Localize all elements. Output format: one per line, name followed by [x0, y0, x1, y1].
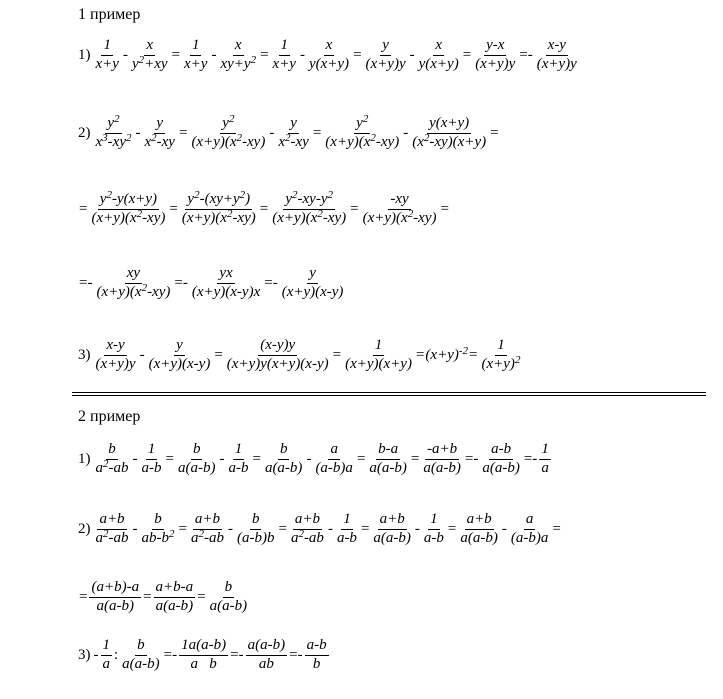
section-divider — [72, 395, 706, 396]
power: $(x+y)^{-2}$ — [425, 344, 469, 363]
fraction: $\frac{1}{x+y}$ — [95, 37, 119, 72]
fraction: $\frac{1}{(x+y)^2}$ — [481, 337, 521, 372]
fraction: $\frac{a+b-a}{a(a-b)}$ — [155, 579, 194, 614]
fraction: $\frac{a+b}{a^2-ab}$ — [290, 511, 324, 546]
fraction: $\frac{y^2-y(x+y)}{(x+y)(x^2-xy)}$ — [91, 189, 166, 226]
fraction: $\frac{x}{y^2+xy}$ — [131, 37, 168, 72]
fraction: $\frac{y}{(x+y)y}$ — [365, 37, 406, 72]
fraction: $\frac{yx}{(x+y)(x-y)x}$ — [191, 265, 261, 300]
equation-number: 2) — [78, 124, 91, 141]
equation-number: 3) — [78, 346, 91, 363]
fraction: $\frac{y^2-xy-y^2}{(x+y)(x^2-xy)}$ — [272, 189, 347, 226]
fraction: $\frac{x}{xy+y^2}$ — [220, 37, 257, 72]
fraction: $\frac{x-y}{(x+y)y}$ — [95, 337, 136, 372]
fraction: $\frac{1}{a-b}$ — [336, 511, 357, 546]
fraction: $\frac{a-b}{b}$ — [306, 637, 327, 672]
fraction: $\frac{a+b}{a(a-b)}$ — [373, 511, 411, 546]
fraction: $\frac{y^2}{(x+y)(x^2-xy)}$ — [325, 113, 400, 150]
fraction: $\frac{xy}{(x+y)(x^2-xy)}$ — [96, 265, 171, 300]
fraction: $\frac{b}{a(a-b)}$ — [122, 637, 160, 672]
fraction: $\frac{(x-y)y}{(x+y)y(x+y)(x-y)}$ — [226, 337, 329, 372]
example-2-equation-2-result: = $\frac{(a+b)-a}{a(a-b)}$ = $\frac{a+b-a}{a(a-b)}$ = $\frac{b}{a(a-b)}$ — [79, 579, 248, 614]
fraction: $\frac{b-a}{a(a-b)}$ — [369, 441, 407, 476]
fraction: $\frac{1}{a}$ — [541, 441, 549, 476]
example-2-heading: 2 пример — [78, 408, 141, 425]
fraction: $\frac{y^2}{(x+y)(x^2-xy)}$ — [191, 113, 266, 150]
fraction: $\frac{a+b}{a^2-ab}$ — [190, 511, 224, 546]
example-2-equation-3: 3) - $\frac{1}{a}$ : $\frac{b}{a(a-b)}$ =- $\frac{1a(a-b)}{\text{a b}}$ =- $\frac{a(a-b)}{ab}$ =- $\frac{a-b}{b}$ — [78, 637, 327, 672]
equation-number: 1) — [78, 46, 91, 63]
fraction: $\frac{1}{a-b}$ — [228, 441, 249, 476]
equation-number: 1) — [78, 450, 91, 467]
fraction: $\frac{1}{a-b}$ — [141, 441, 162, 476]
fraction: $\frac{x}{y(x+y)}$ — [308, 37, 350, 72]
example-1-equation-1: 1) $\frac{1}{x+y}$ - $\frac{x}{y^2+xy}$ = $\frac{1}{x+y}$ - $\frac{x}{xy+y^2}$ = $\frac{1}{x+y}$ - $\frac{x}{y(x+y)}$ = $\frac{y}{(x+y)y}$ - $\frac{x}{y(x+y)}$ = $\frac{y-x}{(x+y)y}$ =- $\frac{x-y}{(x+y)y}$ — [78, 37, 577, 72]
fraction: $\frac{1}{a-b}$ — [423, 511, 444, 546]
fraction: $\frac{b}{a(a-b)}$ — [264, 441, 303, 476]
fraction: $\frac{y}{(x+y)(x-y)}$ — [281, 265, 344, 300]
fraction: $\frac{x}{y(x+y)}$ — [418, 37, 459, 72]
fraction: $\frac{b}{a(a-b)}$ — [177, 441, 216, 476]
fraction: $\frac{y}{x^2-xy}$ — [278, 115, 309, 150]
fraction: $\frac{a-b}{a(a-b)}$ — [482, 441, 520, 476]
fraction: $\frac{1}{a}$ — [102, 637, 110, 672]
fraction: $\frac{-a+b}{a(a-b)}$ — [423, 441, 461, 476]
fraction: $\frac{y-x}{(x+y)y}$ — [475, 37, 516, 72]
fraction: $\frac{x-y}{(x+y)y}$ — [536, 37, 577, 72]
fraction: $\frac{a+b}{a(a-b)}$ — [460, 511, 498, 546]
fraction: $\frac{1}{x+y}$ — [184, 37, 208, 72]
example-1-heading: 1 пример — [78, 6, 141, 23]
fraction: $\frac{y^2-(xy+y^2)}{(x+y)(x^2-xy)}$ — [181, 189, 256, 226]
equation-number: 3) — [78, 646, 91, 663]
fraction: $\frac{a}{(a-b)a}$ — [510, 511, 549, 546]
example-1-equation-2-result: =- $\frac{xy}{(x+y)(x^2-xy)}$ =- $\frac{yx}{(x+y)(x-y)x}$ =- $\frac{y}{(x+y)(x-y)}$ — [79, 265, 344, 300]
example-1-equation-3: 3) $\frac{x-y}{(x+y)y}$ - $\frac{y}{(x+y)(x-y)}$ = $\frac{(x-y)y}{(x+y)y(x+y)(x-y)}$ = $\frac{1}{(x+y)(x+y)}$ = $(x+y)^{-2}$ = $\frac{1}{(x+y)^2}$ — [78, 337, 521, 372]
fraction: $\frac{1a(a-b)}{\text{a b}}$ — [181, 637, 227, 672]
fraction: $\frac{1}{x+y}$ — [272, 37, 296, 72]
example-2-equation-1: 1) $\frac{b}{a^2-ab}$ - $\frac{1}{a-b}$ = $\frac{b}{a(a-b)}$ - $\frac{1}{a-b}$ = $\frac{b}{a(a-b)}$ - $\frac{a}{(a-b)a}$ = $\frac{b-a}{a(a-b)}$ = $\frac{-a+b}{a(a-b)}$ =- $\frac{a-b}{a(a-b)}$ =- $\frac{1}{a}$ — [78, 441, 549, 476]
fraction: $\frac{y}{(x+y)(x-y)}$ — [148, 337, 211, 372]
fraction: $\frac{b}{a^2-ab}$ — [95, 441, 129, 476]
fraction: $\frac{a+b}{a^2-ab}$ — [95, 511, 129, 546]
fraction: $\frac{(a+b)-a}{a(a-b)}$ — [91, 579, 140, 614]
fraction: $\frac{1}{(x+y)(x+y)}$ — [345, 337, 412, 372]
fraction: $\frac{a(a-b)}{ab}$ — [247, 637, 286, 672]
example-2-equation-2: 2) $\frac{a+b}{a^2-ab}$ - $\frac{b}{ab-b^2}$ = $\frac{a+b}{a^2-ab}$ - $\frac{b}{(a-b)b}$ = $\frac{a+b}{a^2-ab}$ - $\frac{1}{a-b}$ = $\frac{a+b}{a(a-b)}$ - $\frac{1}{a-b}$ = $\frac{a+b}{a(a-b)}$ - $\frac{a}{(a-b)a}$ = — [78, 511, 561, 546]
equation-number: 2) — [78, 520, 91, 537]
section-divider — [72, 392, 706, 393]
fraction: $\frac{y}{x^2-xy}$ — [144, 115, 175, 150]
fraction: $\frac{b}{ab-b^2}$ — [141, 511, 175, 546]
example-1-equation-2: 2) $\frac{y^2}{x^3-xy^2}$ - $\frac{y}{x^2-xy}$ = $\frac{y^2}{(x+y)(x^2-xy)}$ - $\frac{y}{x^2-xy}$ = $\frac{y^2}{(x+y)(x^2-xy)}$ - $\frac{y(x+y)}{(x^2-xy)(x+y)}$ = — [78, 113, 499, 150]
fraction: $\frac{b}{(a-b)b}$ — [236, 511, 275, 546]
fraction: $\frac{-xy}{(x+y)(x^2-xy)}$ — [362, 191, 437, 226]
fraction: $\frac{b}{a(a-b)}$ — [209, 579, 248, 614]
example-1-equation-2-continued: = $\frac{y^2-y(x+y)}{(x+y)(x^2-xy)}$ = $\frac{y^2-(xy+y^2)}{(x+y)(x^2-xy)}$ = $\frac{y^2-xy-y^2}{(x+y)(x^2-xy)}$ = $\frac{-xy}{(x+y)(x^2-xy)}$ = — [79, 189, 449, 226]
fraction: $\frac{y^2}{x^3-xy^2}$ — [95, 113, 132, 150]
fraction: $\frac{y(x+y)}{(x^2-xy)(x+y)}$ — [412, 115, 487, 150]
fraction: $\frac{a}{(a-b)a}$ — [315, 441, 353, 476]
